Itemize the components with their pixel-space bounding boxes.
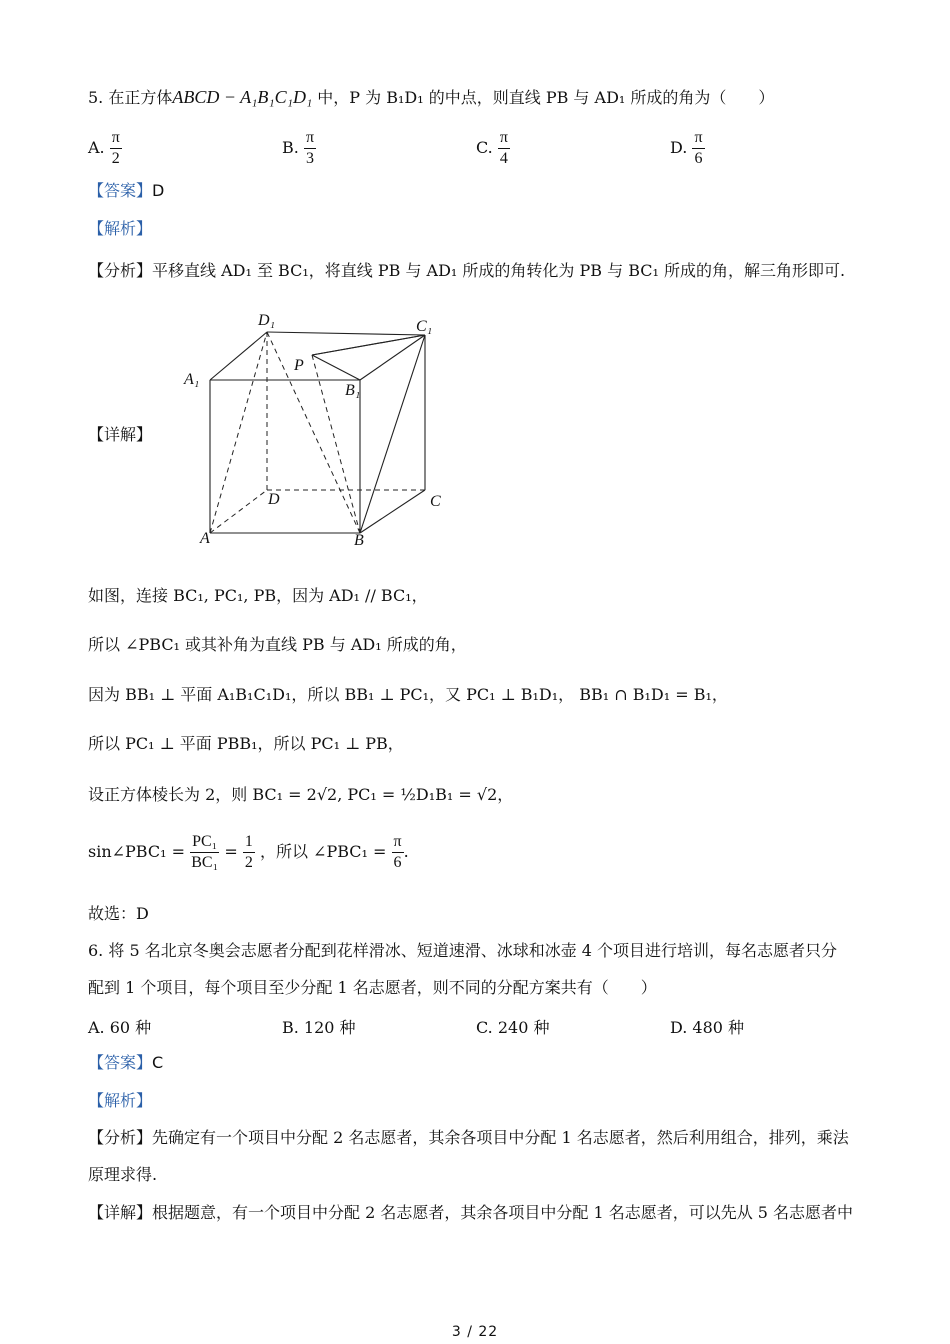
- option-label: D.: [670, 138, 688, 157]
- page-number: [0, 1324, 950, 1340]
- q6-analysis-1: 【分析】先确定有一个项目中分配 2 名志愿者，其余各项目中分配 1 名志愿者，然后利用组合，排列，乘法: [88, 1128, 849, 1147]
- label-c: C: [430, 493, 441, 510]
- q5-option-c: [476, 128, 510, 169]
- fraction-pi-6: $\frac{\pi}{6}$: [393, 833, 402, 871]
- answer-value: D: [152, 181, 165, 200]
- label-p: P: [294, 357, 304, 374]
- q5-stem: [88, 86, 774, 109]
- q5-step-4: 所以 PC₁ ⊥ 平面 PBB₁，所以 PC₁ ⊥ PB，: [88, 734, 404, 753]
- q5-step-5: 设正方体棱长为 2，则 BC₁ = 2√2, PC₁ = ½D₁B₁ = √2，: [88, 785, 514, 804]
- page-total: 22: [478, 1324, 499, 1340]
- fraction-pc1-bc1: $\frac{\text{PC₁}}{\text{BC₁}}$: [191, 833, 219, 871]
- option-fraction: $\frac{\pi}{6}$: [694, 129, 703, 167]
- q5-detail-tag: 【详解】: [88, 425, 153, 444]
- answer-value: C: [152, 1053, 164, 1072]
- option-fraction: $\frac{\pi}{2}$: [111, 129, 120, 167]
- q5-stem-prefix: 5. 在正方体: [88, 88, 173, 107]
- q6-option-c: C. 240 种: [476, 1018, 550, 1037]
- cube-figure: [170, 305, 470, 555]
- q6-stem-1: 6. 将 5 名北京冬奥会志愿者分配到花样滑冰、短道速滑、冰球和冰壶 4 个项目进行培训，每名志愿者只分: [88, 941, 838, 960]
- q5-stem-rest: 中，P 为 B₁D₁ 的中点，则直线 PB 与 AD₁ 所成的角为（ ）: [312, 88, 775, 107]
- option-fraction: $\frac{\pi}{3}$: [305, 129, 315, 167]
- label-b: B: [354, 532, 364, 549]
- q6-jiexi: 【解析】: [88, 1091, 153, 1110]
- option-label: B.: [282, 138, 299, 157]
- label-d1: D₁: [258, 312, 276, 329]
- q5-stem-cube: ABCD − A₁B₁C₁D₁: [172, 87, 313, 107]
- q6-analysis-2: 原理求得.: [88, 1165, 158, 1184]
- q5-analysis: 【分析】平移直线 AD₁ 至 BC₁，将直线 PB 与 AD₁ 所成的角转化为 PB 与 BC₁ 所成的角，解三角形即可.: [88, 261, 846, 280]
- sin-eq: =: [224, 842, 238, 861]
- q6-detail: 【详解】根据题意，有一个项目中分配 2 名志愿者，其余各项目中分配 1 名志愿者，可以先从 5 名志愿者中: [88, 1203, 854, 1222]
- q5-step-1: 如图，连接 BC₁, PC₁, PB，因为 AD₁ // BC₁，: [88, 586, 428, 605]
- q5-option-a: [88, 128, 122, 169]
- label-a: A: [200, 530, 210, 547]
- label-c1: C₁: [416, 318, 433, 335]
- q5-option-b: [282, 128, 316, 169]
- q5-step-3: 因为 BB₁ ⊥ 平面 A₁B₁C₁D₁，所以 BB₁ ⊥ PC₁，又 PC₁ ⊥ B₁D₁， BB₁ ∩ B₁D₁ = B₁，: [88, 685, 728, 704]
- option-fraction: $\frac{\pi}{4}$: [499, 129, 508, 167]
- q5-sin-line: [88, 830, 409, 874]
- q6-stem-2: 配到 1 个项目，每个项目至少分配 1 名志愿者，则不同的分配方案共有（ ）: [88, 978, 657, 997]
- q6-option-a: A. 60 种: [88, 1018, 152, 1037]
- sin-end: .: [403, 842, 409, 861]
- option-label: C.: [476, 138, 493, 157]
- page-separator: /: [467, 1324, 473, 1340]
- option-label: A.: [88, 138, 105, 157]
- label-a1: A₁: [184, 371, 200, 388]
- label-b1: B₁: [345, 382, 361, 399]
- answer-tag: 【答案】: [88, 1053, 153, 1072]
- fraction-half: $\frac{1}{2}$: [244, 833, 253, 871]
- q5-step-2: 所以 ∠PBC₁ 或其补角为直线 PB 与 AD₁ 所成的角，: [88, 635, 467, 654]
- page-current: 3: [451, 1324, 462, 1340]
- q6-option-d: D. 480 种: [670, 1018, 745, 1037]
- q5-conclusion: 故选：D: [88, 904, 149, 923]
- answer-tag: 【答案】: [88, 181, 153, 200]
- sin-lhs: sin∠PBC₁ =: [88, 842, 186, 861]
- q5-option-d: [670, 128, 705, 169]
- q5-answer: [88, 180, 164, 202]
- q6-option-b: B. 120 种: [282, 1018, 356, 1037]
- q6-answer: [88, 1052, 163, 1074]
- q5-jiexi: 【解析】: [88, 219, 153, 238]
- label-d: D: [268, 491, 280, 508]
- sin-mid: ，所以 ∠PBC₁ =: [259, 842, 387, 861]
